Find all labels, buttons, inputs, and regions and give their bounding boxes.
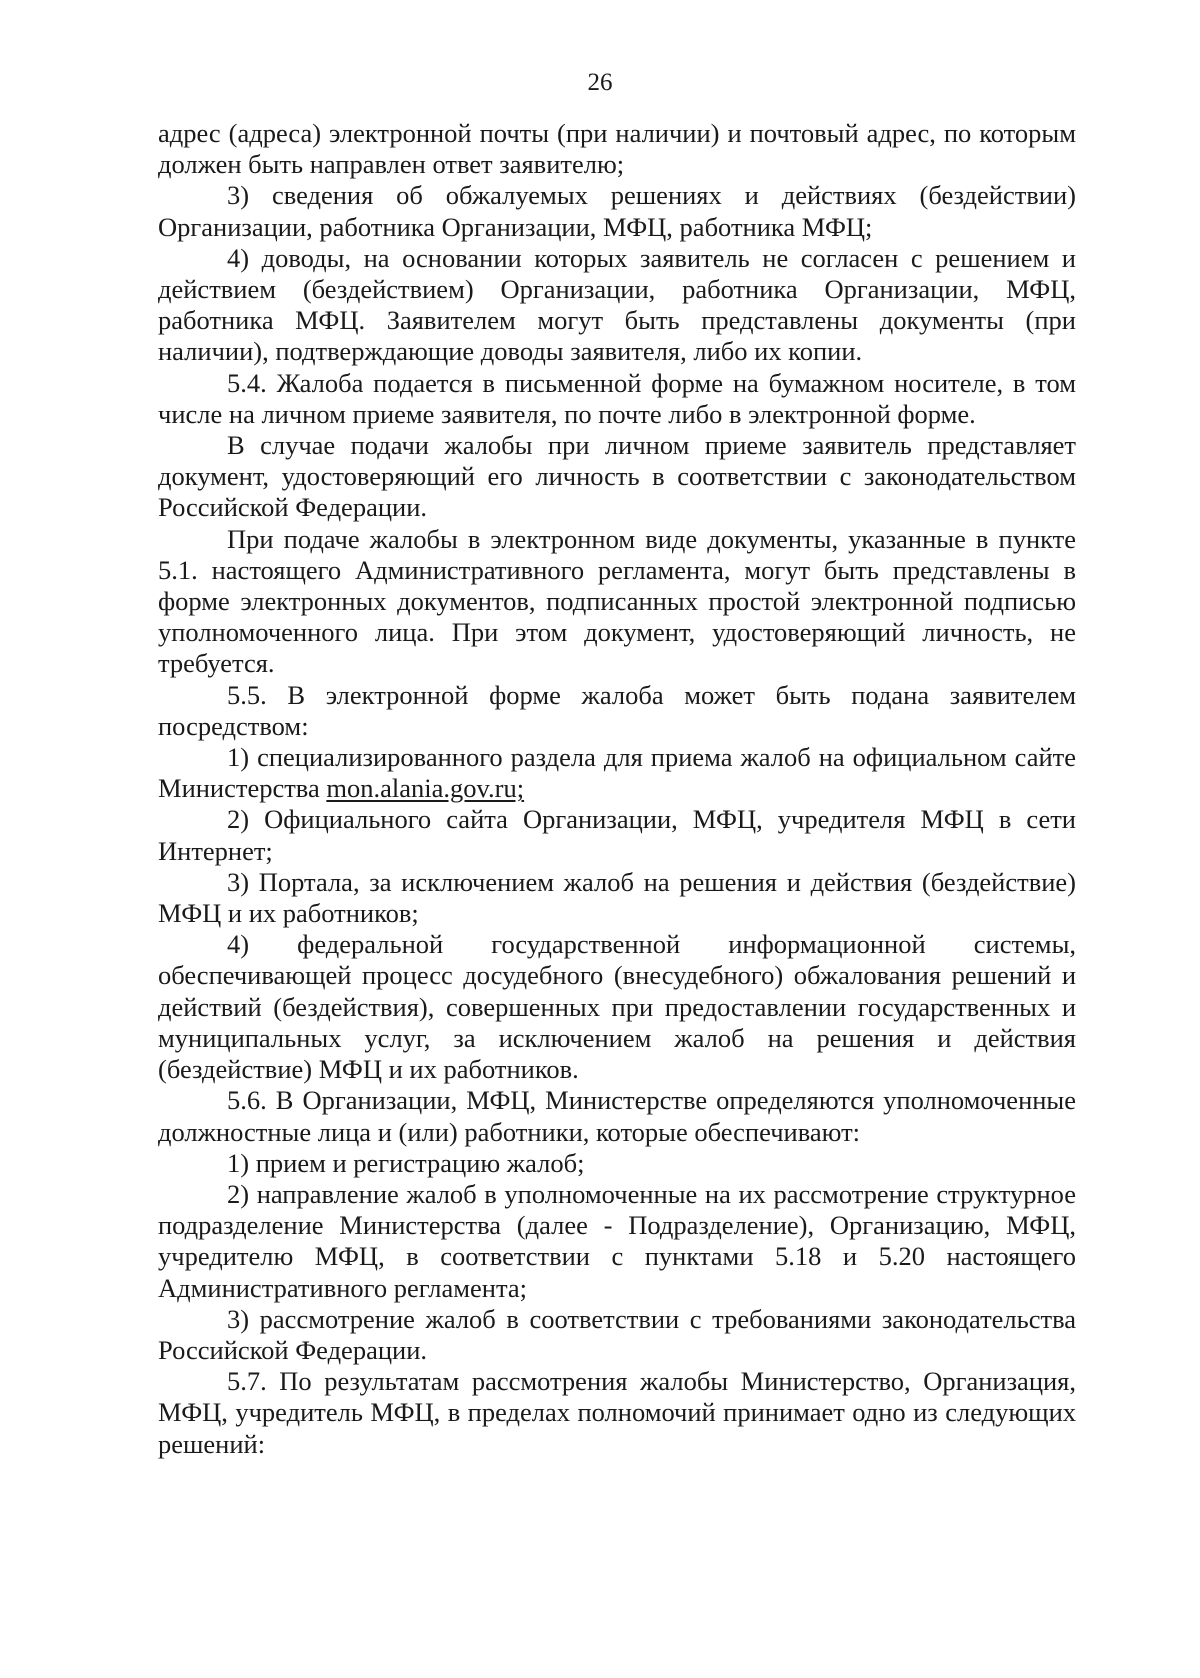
paragraph-item-3-consideration: 3) рассмотрение жалоб в соответствии с требованиями законодательства Российской Федерации.	[158, 1303, 1076, 1365]
paragraph-5-7: 5.7. По результатам рассмотрения жалобы Министерство, Организация, МФЦ, учредитель МФЦ, в пределах полномочий принимает одно из следующих решений:	[158, 1366, 1076, 1459]
ministry-website-link[interactable]: mon.alania.gov.ru;	[326, 773, 525, 804]
page-number: 26	[587, 69, 613, 96]
paragraph-item-4-arguments: 4) доводы, на основании которых заявитель не согласен с решением и действием (бездействием) Организации, работника Организации, МФЦ, работника МФЦ. Заявителем могут быть представлены документы (при наличии), подтверждающие доводы заявителя, либо их копии.	[158, 242, 1076, 367]
paragraph-electronic-submission: При подаче жалобы в электронном виде документы, указанные в пункте 5.1. настоящего Административного регламента, могут быть представлены в форме электронных документов, подписанных простой электронной подписью уполномоченного лица. При этом документ, удостоверяющий личность, не требуется.	[158, 523, 1076, 679]
paragraph-item-4-federal-system: 4) федеральной государственной информационной системы, обеспечивающей процесс досудебного (внесудебного) обжалования решений и действий (бездействия), совершенных при предоставлении государственных и муниципальных услуг, за исключением жалоб на решения и действия (бездействие) МФЦ и их работников.	[158, 929, 1076, 1085]
paragraph-item-2-official-site: 2) Официального сайта Организации, МФЦ, учредителя МФЦ в сети Интернет;	[158, 804, 1076, 866]
paragraph-item-3-portal: 3) Портала, за исключением жалоб на решения и действия (бездействие) МФЦ и их работников;	[158, 866, 1076, 929]
paragraph-item-3-appealed-decisions: 3) сведения об обжалуемых решениях и действиях (бездействии) Организации, работника Организации, МФЦ, работника МФЦ;	[158, 180, 1076, 242]
paragraph-personal-reception: В случае подачи жалобы при личном приеме заявитель представляет документ, удостоверяющий его личность в соответствии с законодательством Российской Федерации.	[158, 430, 1076, 523]
paragraph-5-4: 5.4. Жалоба подается в письменной форме на бумажном носителе, в том числе на личном приеме заявителя, по почте либо в электронной форме.	[158, 367, 1076, 429]
document-body	[158, 118, 1076, 1460]
paragraph-5-5: 5.5. В электронной форме жалоба может быть подана заявителем посредством:	[158, 679, 1076, 741]
paragraph-5-6: 5.6. В Организации, МФЦ, Министерстве определяются уполномоченные должностные лица и (или) работники, которые обеспечивают:	[158, 1085, 1076, 1147]
paragraph-item-1-registration: 1) прием и регистрацию жалоб;	[227, 1147, 585, 1178]
paragraph-item-1-text: 1) специализированного раздела для приема жалоб на официальном сайте Министерства	[158, 742, 1076, 804]
paragraph-item-2-forwarding: 2) направление жалоб в уполномоченные на их рассмотрение структурное подразделение Министерства (далее - Подразделение), Организацию, МФЦ, учредителю МФЦ, в соответствии с пунктами 5.18 и 5.20 настоящего Административного регламента;	[158, 1178, 1076, 1303]
paragraph-item-1-ministry-site	[158, 742, 1076, 804]
paragraph-address-continuation: адрес (адреса) электронной почты (при наличии) и почтовый адрес, по которым должен быть направлен ответ заявителю;	[158, 118, 1076, 180]
